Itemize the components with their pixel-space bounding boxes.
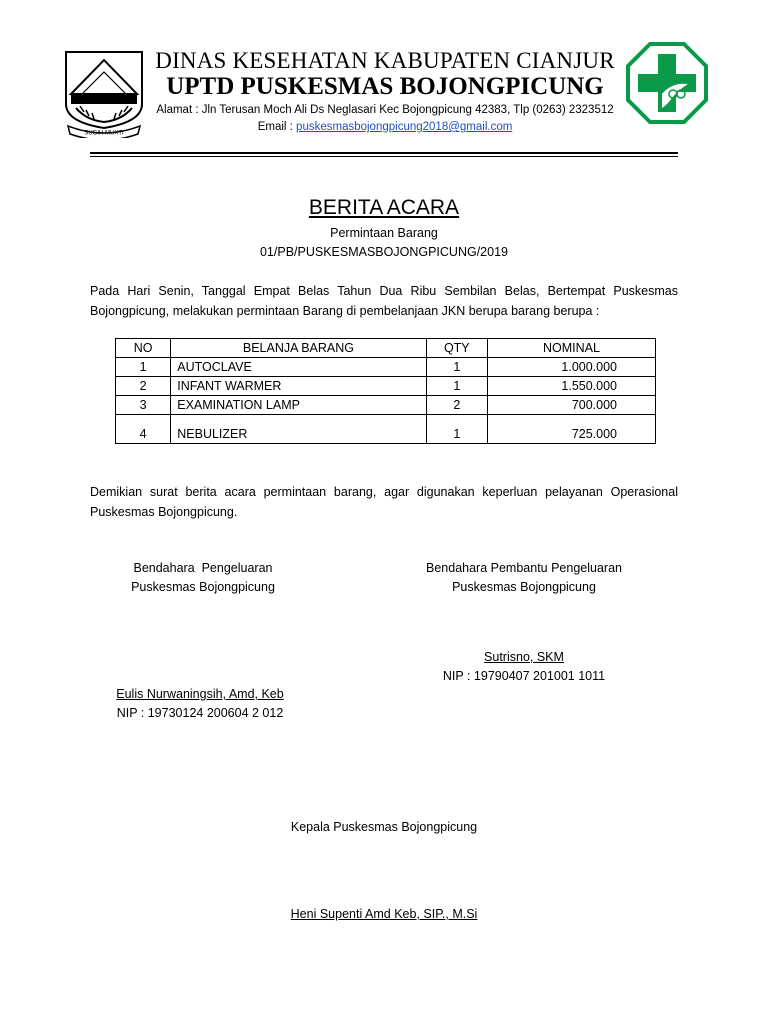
agency-name: DINAS KESEHATAN KABUPATEN CIANJUR [155,48,615,73]
unit-name: UPTD PUSKESMAS BOJONGPICUNG [166,73,604,100]
cell-no: 4 [116,415,171,444]
right-role-line2: Puskesmas Bojongpicung [452,580,596,594]
email-link[interactable]: puskesmasbojongpicung2018@gmail.com [296,121,513,133]
cell-item: INFANT WARMER [171,377,426,396]
emblem-motto: SUGIH MUKTI [84,130,124,137]
header-divider-thin [90,156,678,157]
left-role-line2: Puskesmas Bojongpicung [131,580,275,594]
cell-no: 1 [116,358,171,377]
table-header-row [116,339,656,358]
items-table [115,338,656,444]
header-no: NO [116,339,171,358]
cell-item: AUTOCLAVE [171,358,426,377]
left-signatory-nip: NIP : 19730124 200604 2 012 [116,706,284,720]
left-signatory [90,685,310,723]
cell-nominal: 1.550.000 [487,377,655,396]
cell-qty: 2 [426,396,487,415]
cell-item: NEBULIZER [171,415,426,444]
cell-nominal: 700.000 [487,396,655,415]
cell-item: EXAMINATION LAMP [171,396,426,415]
header-divider [90,152,678,154]
right-signatory-name: Sutrisno, SKM [484,650,564,664]
right-signatory [414,648,634,686]
left-role-line1: Bendahara Pengeluaran [133,561,273,575]
cell-no: 3 [116,396,171,415]
intro-paragraph: Pada Hari Senin, Tanggal Empat Belas Tahun Dua Ribu Sembilan Belas, Bertempat Puskesmas Bojongpicung, melakukan permintaan Barang di pembelanjaan JKN berupa barang berupa : [90,284,678,318]
table-row [116,396,656,415]
email-line [130,121,640,133]
left-signatory-name: Eulis Nurwaningsih, Amd, Keb [116,687,284,701]
address-line: Alamat : Jln Terusan Moch Ali Ds Neglasari Kec Bojongpicung 42383, Tlp (0263) 2323512 [156,104,614,116]
document-title: BERITA ACARA [308,196,460,219]
cell-qty: 1 [426,358,487,377]
closing-paragraph: Demikian surat berita acara permintaan barang, agar digunakan keperluan pelayanan Operasional Puskesmas Bojongpicung. [90,485,678,519]
cell-nominal: 725.000 [487,415,655,444]
header-qty: QTY [426,339,487,358]
cell-qty: 1 [426,377,487,396]
left-signatory-role [103,559,303,597]
table-row [116,377,656,396]
right-signatory-nip: NIP : 19790407 201001 1011 [442,669,606,683]
head-signatory-name: Heni Supenti Amd Keb, SIP., M.Si [290,907,478,921]
right-signatory-role [404,559,644,597]
right-role-line1: Bendahara Pembantu Pengeluaran [426,561,622,575]
document-number: 01/PB/PUSKESMASBOJONGPICUNG/2019 [259,245,508,259]
cell-no: 2 [116,377,171,396]
header-item: BELANJA BARANG [171,339,426,358]
table-row [116,358,656,377]
email-label: Email : [257,121,293,133]
cell-qty: 1 [426,415,487,444]
header-nominal: NOMINAL [487,339,655,358]
document-subtitle: Permintaan Barang [330,226,438,240]
cell-nominal: 1.000.000 [487,358,655,377]
head-signatory-role: Kepala Puskesmas Bojongpicung [290,820,478,834]
table-row [116,415,656,444]
